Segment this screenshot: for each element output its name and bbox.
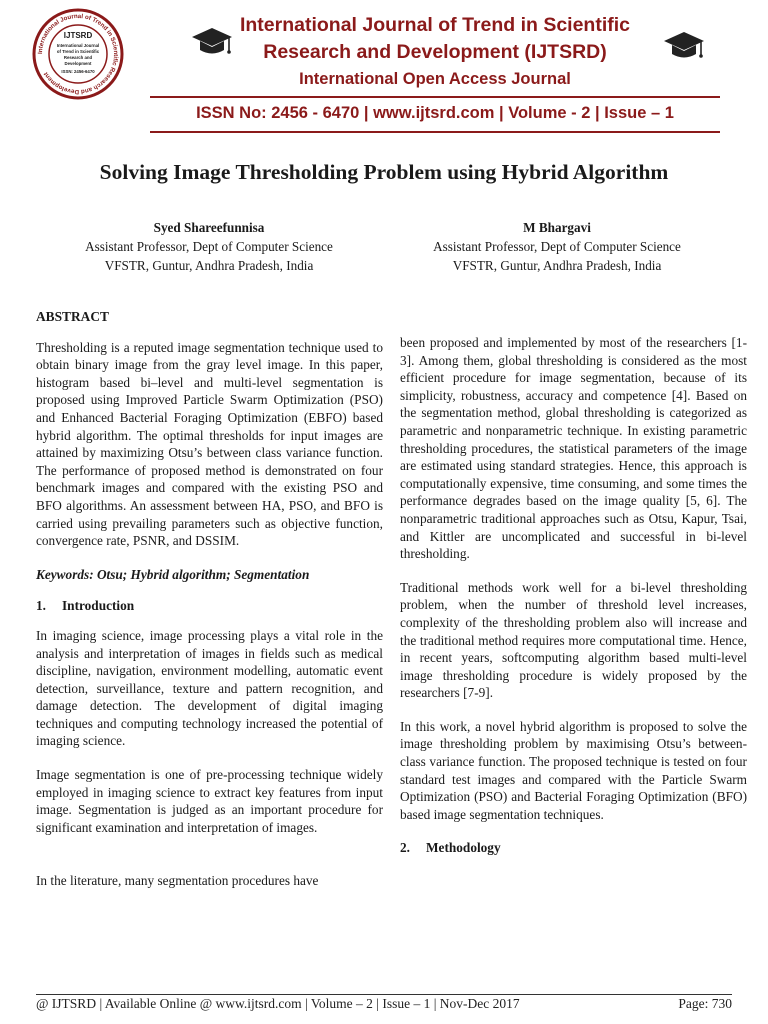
page-number: Page: 730 (678, 996, 732, 1011)
section-heading-introduction (36, 597, 383, 615)
section-title: Introduction (62, 598, 135, 614)
abstract-heading: ABSTRACT (36, 309, 109, 324)
left-column (36, 308, 383, 906)
author-name: Syed Shareefunnisa (153, 220, 265, 235)
seal-issn: ISSN: 2456-6470 (61, 69, 95, 74)
open-access-label: International Open Access Journal (299, 70, 571, 88)
section-title: Methodology (426, 840, 501, 856)
author-affiliation: VFSTR, Guntur, Andhra Pradesh, India (452, 258, 662, 273)
author-role: Assistant Professor, Dept of Computer Science (85, 239, 333, 254)
author-role: Assistant Professor, Dept of Computer Science (433, 239, 681, 254)
seal-inner-line: International Journal (56, 43, 100, 48)
seal-ring-text: International Journal of Trend in Scientific Research and Development (36, 12, 120, 96)
journal-seal (32, 8, 124, 100)
body-paragraph: In this work, a novel hybrid algorithm is proposed to solve the image thresholding problem by maximising Otsu’s between-class variance function. The proposed technique is tested on four standard test images and compared with the Particle Swarm Optimization (PSO) and Bacterial Foraging Optimization (BFO) based image segmentation techniques. (400, 718, 747, 822)
footer-citation: @ IJTSRD | Available Online @ www.ijtsrd.com | Volume – 2 | Issue – 1 | Nov-Dec 2017 (36, 996, 520, 1011)
seal-inner-line: Research and (63, 55, 93, 60)
section-number: 2. (400, 840, 410, 856)
journal-title-line2: Research and Development (IJTSRD) (263, 41, 607, 63)
paper-title: Solving Image Thresholding Problem using Hybrid Algorithm (99, 160, 669, 184)
body-paragraph: Traditional methods work well for a bi-level thresholding problem, when the number of threshold level increases, complexity of the thresholding problem also will increase and the traditional method requires more computational time. Hence, in recent years, softcomputing algorithm based multi-level image thresholding procedure is widely proposed by the researchers [7-9]. (400, 579, 747, 701)
issn-line: ISSN No: 2456 - 6470 | www.ijtsrd.com | Volume - 2 | Issue – 1 (196, 104, 674, 122)
header-divider-top (150, 96, 720, 98)
section-number: 1. (36, 598, 46, 614)
seal-inner-line: Development (64, 61, 92, 66)
seal-abbr: IJTSRD (63, 31, 93, 40)
abstract-text: Thresholding is a reputed image segmentation technique used to obtain binary image from the gray level image. In this paper, histogram based bi–level and multi-level segmentation is proposed using Improved Particle Swarm Optimization (PSO) and Enhanced Bacterial Foraging Optimization (EBFO) based hybrid algorithm. The optimal thresholds for input images are attained by maximizing Otsu’s between class variance function. The performance of proposed method is demonstrated on four benchmark images and compared with the existing PSO and BFO algorithms. An assessment between HA, PSO, and BFO is carried using prevailing parameters such as objective function, convergence rate, PSNR, and DSSIM. (36, 339, 383, 549)
journal-title-line1: International Journal of Trend in Scientific (239, 14, 631, 36)
intro-paragraph: In imaging science, image processing plays a vital role in the analysis and interpretation of images in fields such as medical discipline, navigation, environment modelling, automatic event detection, surveillance, texture and pattern recognition, and damage detection. The development of digital imaging techniques and computing technology increased the potential of imaging science. (36, 627, 383, 749)
right-column (400, 334, 747, 869)
header-divider-bottom (150, 131, 720, 133)
footer-divider (36, 994, 732, 995)
body-paragraph: been proposed and implemented by most of the researchers [1-3]. Among them, global thresholding is considered as the most efficient procedure for image segmentation, because of its simplicity, robustness, accuracy and competence [4]. Based on the segmentation method, global thresholding is categorized as parametric and nonparametric technique. In existing parametric thresholding procedures, the statistical parameters of the image are estimated using standard strategies. Hence, this approach is computationally expensive, time consuming, and some times the performance degrades based on the image quality [5, 6]. The nonparametric traditional approaches such as Otsu, Kapur, Tsai, and Kittler are uncomplicated and successful in bi-level thresholding. (400, 335, 747, 562)
intro-paragraph: Image segmentation is one of pre-processing technique widely employed in imaging science to extract key features from input image. Segmentation is judged as an important procedure for significant examination and interpretation of images. (36, 767, 383, 835)
page-footer (36, 996, 732, 1012)
author-block (44, 218, 374, 275)
seal-inner-line: of Trend in Scientific (56, 49, 100, 54)
author-name: M Bhargavi (523, 220, 591, 235)
intro-paragraph: In the literature, many segmentation procedures have (36, 873, 319, 889)
author-block (392, 218, 722, 275)
keywords: Keywords: Otsu; Hybrid algorithm; Segmentation (36, 566, 310, 582)
section-heading-methodology (400, 839, 747, 857)
author-affiliation: VFSTR, Guntur, Andhra Pradesh, India (104, 258, 314, 273)
